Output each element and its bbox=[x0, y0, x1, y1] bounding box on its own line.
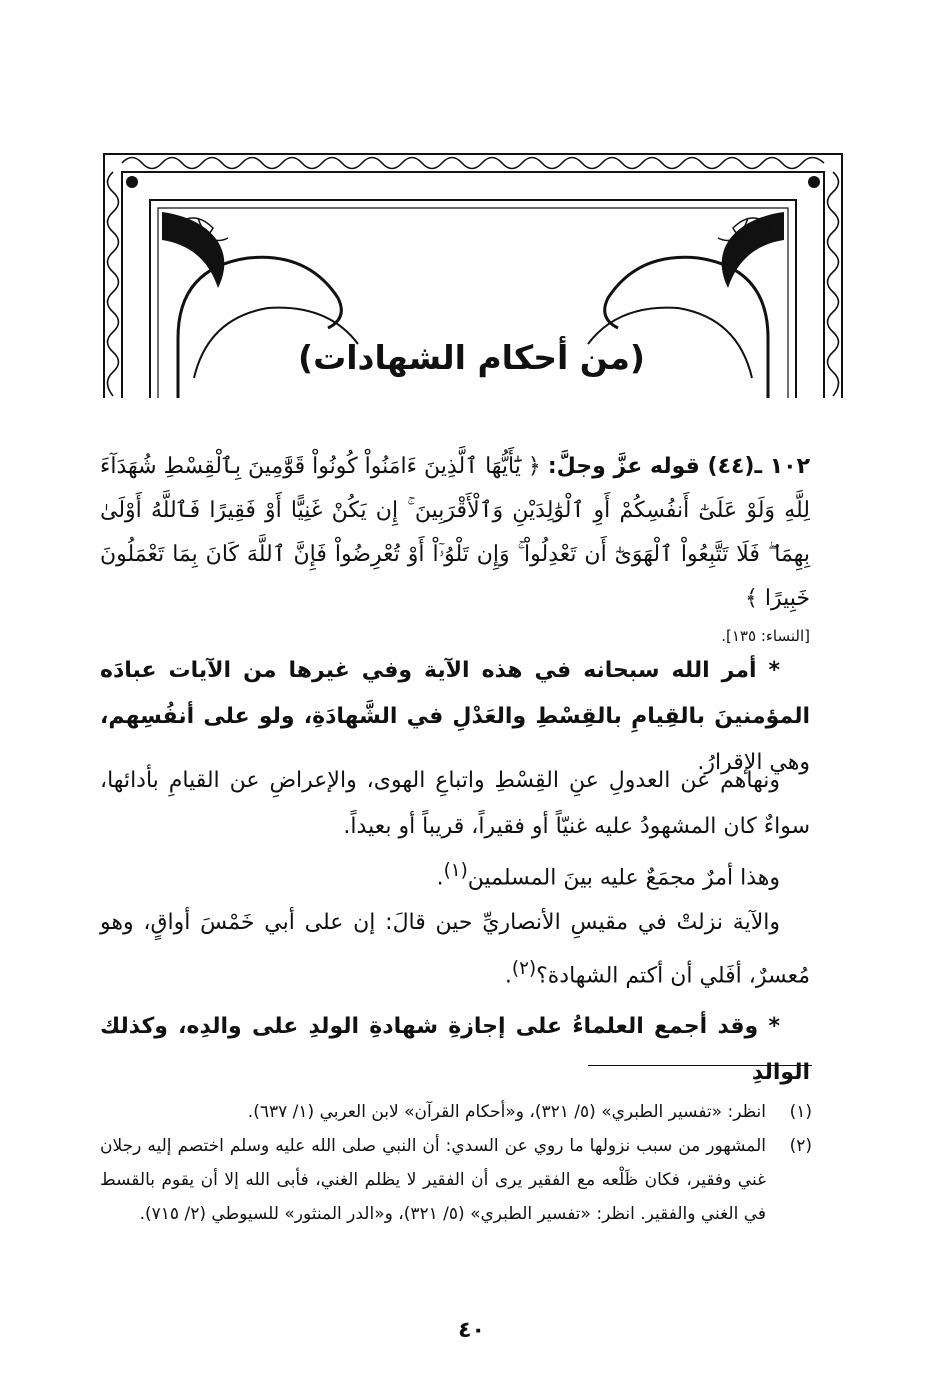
paragraph-3-end: . bbox=[436, 865, 444, 891]
footnote-divider bbox=[588, 1065, 812, 1066]
footnote-2 bbox=[100, 1129, 812, 1231]
paragraph-4 bbox=[100, 900, 810, 999]
paragraph-3-text: وهذا أمرٌ مجمَعٌ عليه بينَ المسلمين bbox=[467, 865, 780, 891]
paragraph-5: * وقد أجمع العلماءُ على إجازةِ شهادةِ الولدِ على والدِه، وكذلك الوالدِ bbox=[100, 1014, 810, 1085]
paragraph-2: ونهاهم عن العدولِ عنِ القِسْطِ واتباعِ الهوى، والإعراضِ عن القيامِ بأدائها، سواءٌ كان المشهودُ عليه غنيّاً أو فقيراً، قريباً أو بعيداً. bbox=[100, 768, 810, 839]
verse-number: ١٠٢ ـ(٤٤) قوله عزَّ وجلَّ: bbox=[547, 454, 811, 479]
paragraph-1-tail: وهي الإقرارُ. bbox=[697, 750, 810, 775]
footnote-1-text: انظر: «تفسير الطبري» (٥/ ٣٢١)، و«أحكام القرآن» لابن العربي (١/ ٦٣٧). bbox=[247, 1102, 766, 1122]
paragraph-1-text: * أمر الله سبحانه في هذه الآية وفي غيرها من الآيات عبادَه المؤمنينَ بالقِيامِ بالقِسْطِ والعَدْلِ في الشَّهادَةِ، ولو على أنفُسِهم، bbox=[100, 658, 810, 729]
footnote-1 bbox=[100, 1095, 812, 1129]
chapter-title: (من أحكام الشهادات) bbox=[298, 338, 645, 377]
footnote-2-text: المشهور من سبب نزولها ما روي عن السدي: أن النبي صلى الله عليه وسلم اختصم إليه رجلان غني وفقير، فكان ظَلْعه مع الفقير يرى أن الفقير لا يظلم الغني، فأبى الله إلا أن يقوم بالقسط في الغني والفقير. انظر: «تفسير الطبري» (٥/ ٣٢١)، و«الدر المنثور» للسيوطي (٢/ ٧١٥). bbox=[100, 1136, 766, 1224]
verse-reference: [النساء: ١٣٥]. bbox=[721, 627, 810, 645]
footnote-1-number: (١) bbox=[789, 1102, 812, 1122]
paragraph-3 bbox=[100, 848, 810, 901]
footnote-marker-1[interactable]: (١) bbox=[443, 860, 468, 881]
footnotes bbox=[100, 1095, 812, 1231]
footnote-marker-2[interactable]: (٢) bbox=[511, 958, 537, 979]
verse-block bbox=[100, 445, 810, 651]
paragraph-4-end: . bbox=[504, 963, 512, 989]
paragraph-4-text: والآية نزلتْ في مقيسِ الأنصاريِّ حين قالَ: إن على أبي خَمْسَ أواقٍ، وهو مُعسرٌ، أفَلي أن أكتم الشهادة؟ bbox=[100, 910, 810, 989]
quran-verse-text: ﴿ يَٰٓأَيُّهَا ٱلَّذِينَ ءَامَنُواْ كُونُواْ قَوَّٰمِينَ بِٱلْقِسْطِ شُهَدَآءَ لِلَّهِ وَلَوْ عَلَىٰٓ أَنفُسِكُمْ أَوِ ٱلْوَٰلِدَيْنِ وَٱلْأَقْرَبِينَ ۚ إِن يَكُنْ غَنِيًّا أَوْ فَقِيرًا فَٱللَّهُ أَوْلَىٰ بِهِمَا ۖ فَلَا تَتَّبِعُواْ ٱلْهَوَىٰٓ أَن تَعْدِلُواْ ۚ وَإِن تَلْوُۥٓاْ أَوْ تُعْرِضُواْ فَإِنَّ ٱللَّهَ كَانَ بِمَا تَعْمَلُونَ خَبِيرًا ﴾ bbox=[100, 454, 810, 611]
page-number: ٤٠ bbox=[458, 1318, 485, 1343]
footnote-2-number: (٢) bbox=[789, 1136, 812, 1156]
